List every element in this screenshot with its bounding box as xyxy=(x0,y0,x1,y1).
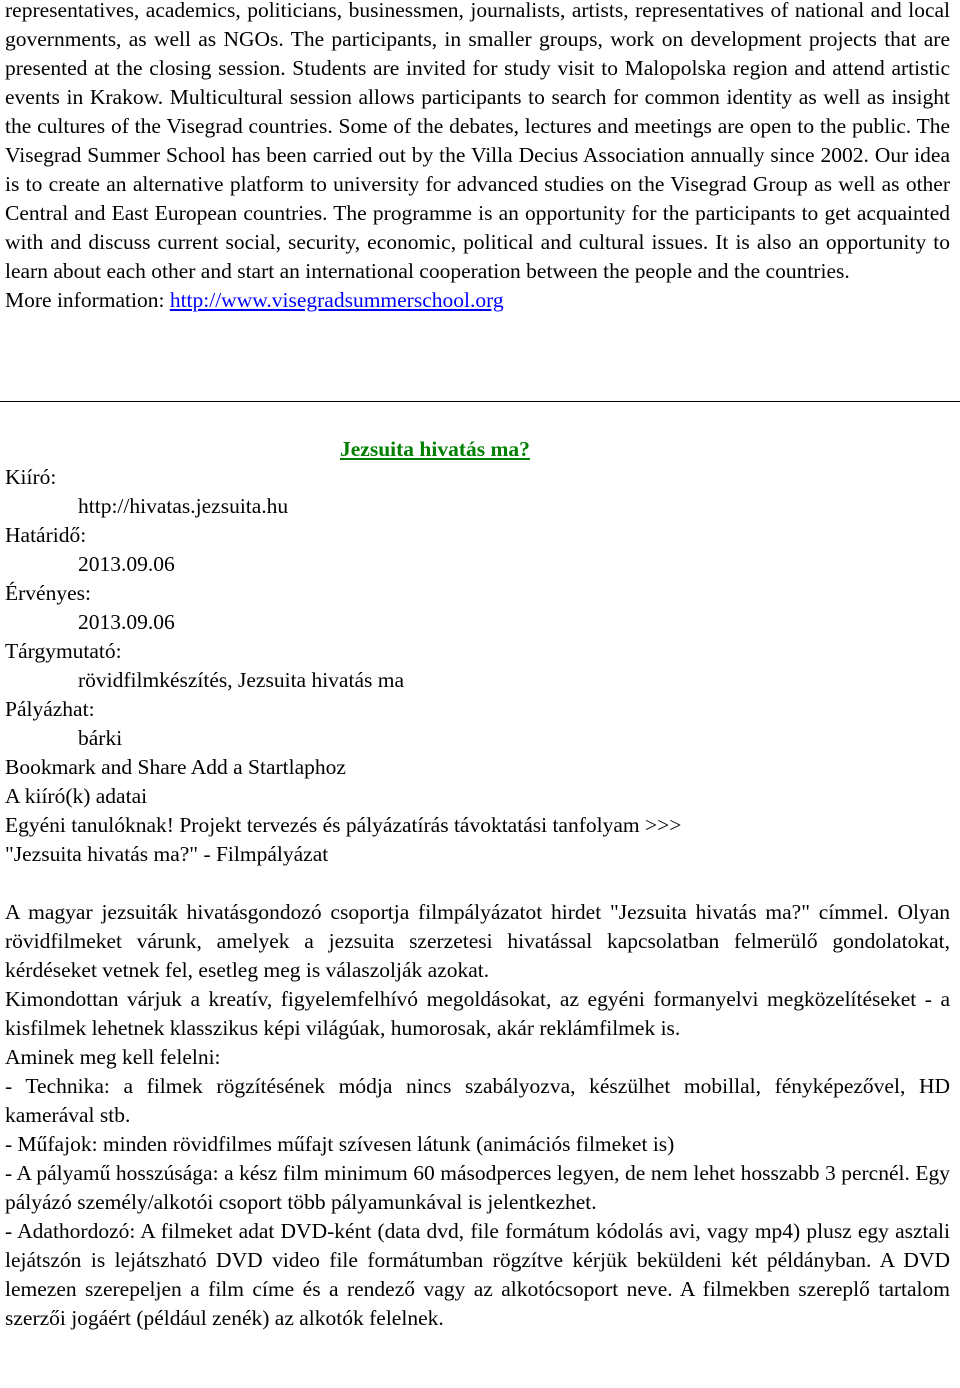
requirement-medium: - Adathordozó: A filmeket adat DVD-ként (data dvd, file formátum kódolás avi, vagy mp4) plusz egy asztali lejátszón is lejátszható DVD video file formátumban rögzítve kérjük beküldeni két példányban. A DVD lemezen szerepeljen a film címe és a rendező vagy az alkotócsoport neve. A filmekben szereplő tartalom szerzői jogáért (például zenék) az alkotók felelnek. xyxy=(5,1219,950,1330)
listing-metadata xyxy=(5,463,950,869)
field-value-targymutato: rövidfilmkészítés, Jezsuita hivatás ma xyxy=(78,668,404,692)
horizontal-divider xyxy=(0,401,960,402)
contest-description xyxy=(5,898,950,1333)
field-value-hatarido: 2013.09.06 xyxy=(78,552,175,576)
intro-section xyxy=(5,0,950,315)
issuer-data-line[interactable]: A kiíró(k) adatai xyxy=(5,784,148,808)
description-paragraph-1: A magyar jezsuiták hivatásgondozó csoportja filmpályázatot hirdet "Jezsuita hivatás ma?" címmel. Olyan rövidfilmeket várunk, amelyek a jezsuita szerzetesi hivatással kapcsolatban felmerülő gondolatokat, kérdéseket vetnek fel, esetleg meg is válaszolják azokat. xyxy=(5,900,950,982)
visegrad-summer-school-link[interactable]: http://www.visegradsummerschool.org xyxy=(169,288,504,312)
field-label-ervenyes: Érvényes: xyxy=(5,581,91,605)
field-label-palyazhat: Pályázhat: xyxy=(5,697,95,721)
course-promo-line[interactable]: Egyéni tanulóknak! Projekt tervezés és pályázatírás távoktatási tanfolyam >>> xyxy=(5,813,682,837)
field-label-kiiro: Kiíró: xyxy=(5,465,57,489)
field-value-kiiro: http://hivatas.jezsuita.hu xyxy=(78,494,289,518)
requirements-heading: Aminek meg kell felelni: xyxy=(5,1045,221,1069)
field-value-ervenyes: 2013.09.06 xyxy=(78,610,175,634)
bookmark-share-line[interactable]: Bookmark and Share Add a Startlaphoz xyxy=(5,755,346,779)
more-information-line xyxy=(5,286,950,315)
requirement-technique: - Technika: a filmek rögzítésének módja nincs szabályozva, készülhet mobillal, fényképezővel, HD kamerával stb. xyxy=(5,1074,950,1127)
description-paragraph-2: Kimondottan várjuk a kreatív, figyelemfelhívó megoldásokat, az egyéni formanyelvi megközelítéseket - a kisfilmek lehetnek klasszikus képi világúak, humorosak, akár reklámfilmek is. xyxy=(5,987,950,1040)
requirement-genres: - Műfajok: minden rövidfilmes műfajt szívesen látunk (animációs filmeket is) xyxy=(5,1132,675,1156)
field-label-hatarido: Határidő: xyxy=(5,523,87,547)
more-information-label: More information: xyxy=(5,288,170,312)
field-label-targymutato: Tárgymutató: xyxy=(5,639,122,663)
film-contest-subtitle: "Jezsuita hivatás ma?" - Filmpályázat xyxy=(5,842,329,866)
intro-paragraph: representatives, academics, politicians, businessmen, journalists, artists, representatives of national and local governments, as well as NGOs. The participants, in smaller groups, work on development projects that are presented at the closing session. Students are invited for study visit to Malopolska region and attend artistic events in Krakow. Multicultural session allows participants to search for common identity as well as insight the cultures of the Visegrad countries. Some of the debates, lectures and meetings are open to the public. The Visegrad Summer School has been carried out by the Villa Decius Association annually since 2002. Our idea is to create an alternative platform to university for advanced studies on the Visegrad Group as well as other Central and East European countries. The programme is an opportunity for the participants to get acquainted with and discuss current social, security, economic, political and cultural issues. It is also an opportunity to learn about each other and start an international cooperation between the people and the countries. xyxy=(5,0,950,283)
requirement-length: - A pályamű hosszúsága: a kész film minimum 60 másodperces legyen, de nem lehet hosszabb 3 percnél. Egy pályázó személy/alkotói csoport több pályamunkával is jelentkezhet. xyxy=(5,1161,950,1214)
listing-title-link[interactable]: Jezsuita hivatás ma? xyxy=(340,437,530,461)
field-value-palyazhat: bárki xyxy=(78,726,123,750)
